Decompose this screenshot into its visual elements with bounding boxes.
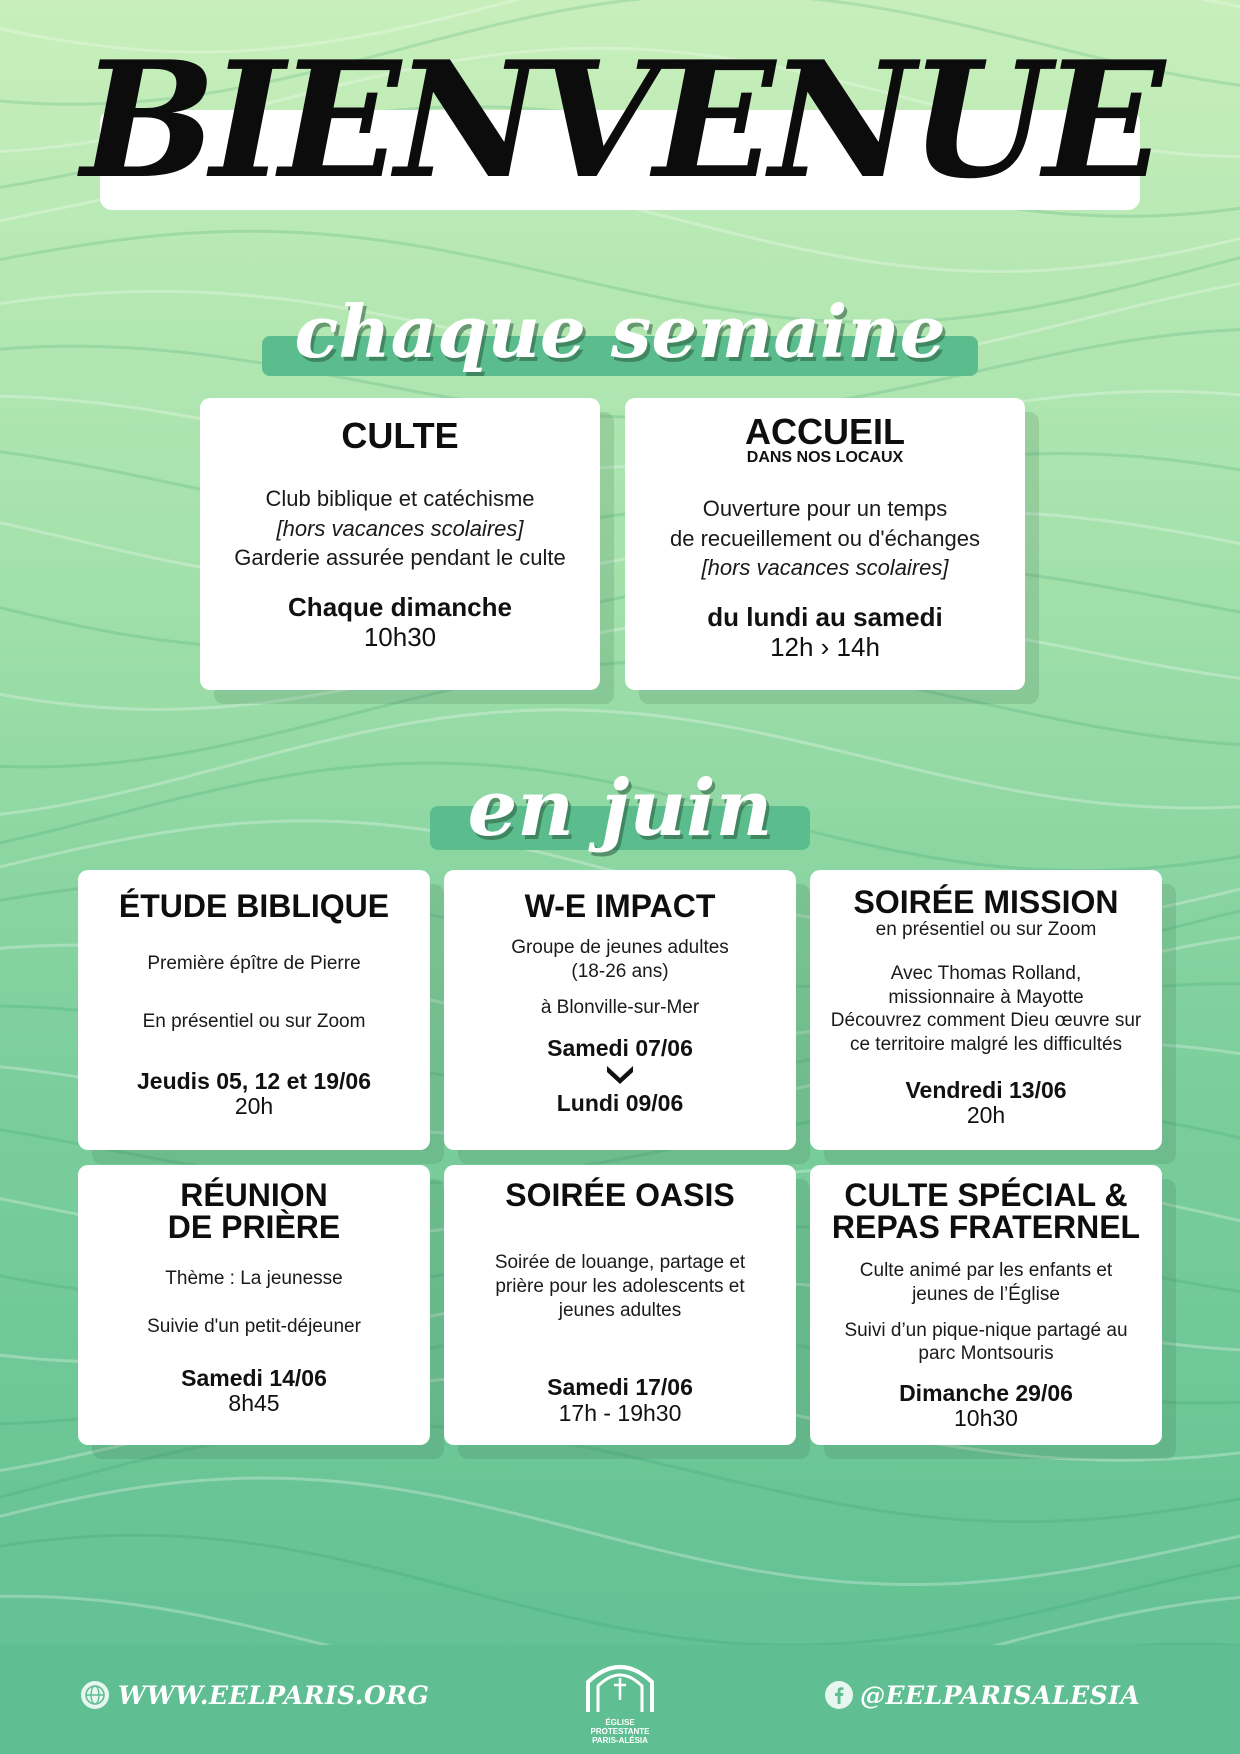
card-oasis-title: SOIRÉE OASIS <box>505 1177 735 1213</box>
card-impact-line2: (18-26 ans) <box>571 960 669 982</box>
card-culte <box>200 398 600 690</box>
card-mission-line2: Avec Thomas Rolland, <box>890 962 1082 984</box>
card-etude-line2: En présentiel ou sur Zoom <box>142 1010 366 1032</box>
card-special-title1: CULTE SPÉCIAL & <box>844 1177 1128 1213</box>
card-culte-line1: Club biblique et catéchisme <box>265 486 535 511</box>
page-title: BIENVENUE <box>80 26 1160 214</box>
card-accueil-line3: [hors vacances scolaires] <box>701 555 949 581</box>
card-priere-line2: Suivie d'un petit-déjeuner <box>147 1315 361 1337</box>
card-special-time: 10h30 <box>954 1405 1018 1432</box>
footer-social[interactable] <box>824 1680 1140 1710</box>
card-etude-biblique <box>78 870 430 1150</box>
june-heading: en juin <box>467 763 773 854</box>
background-wave-line <box>0 391 1240 468</box>
card-oasis-line1: Soirée de louange, partage et <box>494 1252 746 1273</box>
background-wave-line <box>0 512 1240 585</box>
church-arch-icon <box>582 1658 658 1714</box>
card-etude-line1: Première épître de Pierre <box>147 953 361 974</box>
card-culte-time: 10h30 <box>363 621 437 652</box>
card-accueil-when: du lundi au samedi <box>707 602 943 633</box>
card-impact-title: W-E IMPACT <box>524 888 716 924</box>
card-priere-title1: RÉUNION <box>180 1177 328 1213</box>
card-special-line3: Suivi d’un pique-nique partagé au <box>844 1319 1128 1341</box>
card-impact-line1: Groupe de jeunes adultes <box>511 937 729 958</box>
weekly-heading: chaque semaine <box>294 289 946 374</box>
website-link[interactable]: WWW.EELPARIS.ORG <box>118 1680 430 1710</box>
card-mission-line4: Découvrez comment Dieu œuvre sur <box>830 1010 1142 1032</box>
background-wave-line <box>0 661 1240 767</box>
card-accueil-line1: Ouverture pour un temps <box>702 496 948 521</box>
card-mission-when: Vendredi 13/06 <box>905 1076 1067 1103</box>
church-logo <box>573 1658 667 1745</box>
card-soiree-oasis <box>444 1165 796 1445</box>
card-culte-title: CULTE <box>341 415 459 456</box>
background-wave-line <box>0 1535 1240 1645</box>
footer-website[interactable] <box>80 1680 429 1710</box>
card-etude-time: 20h <box>234 1092 274 1119</box>
card-soiree-mission <box>810 870 1162 1150</box>
card-priere-time: 8h45 <box>228 1389 280 1416</box>
card-culte-line2: [hors vacances scolaires] <box>276 515 524 541</box>
social-handle[interactable]: @EELPARISALESIA <box>860 1680 1141 1710</box>
card-special-line1: Culte animé par les enfants et <box>859 1260 1113 1281</box>
card-impact-line3: à Blonville-sur-Mer <box>540 996 700 1018</box>
card-special-line2: jeunes de l’Église <box>912 1283 1060 1305</box>
card-special-line4: parc Montsouris <box>918 1343 1054 1365</box>
card-oasis-line2: prière pour les adolescents et <box>495 1275 745 1297</box>
chevron-down-icon <box>444 1062 796 1090</box>
background-wave-line <box>0 449 1240 524</box>
card-we-impact <box>444 870 796 1150</box>
logo-text-1: ÉGLISE <box>605 1718 635 1727</box>
card-accueil-line2: de recueillement ou d'échanges <box>670 525 980 551</box>
card-mission-line5: ce territoire malgré les difficultés <box>849 1034 1123 1055</box>
card-reunion-priere <box>78 1165 430 1445</box>
card-accueil-title: ACCUEIL <box>745 411 905 452</box>
card-culte-when: Chaque dimanche <box>288 592 512 623</box>
card-accueil-subtitle: DANS NOS LOCAUX <box>746 449 904 466</box>
logo-text-3: PARIS-ALÉSIA <box>592 1735 648 1745</box>
card-etude-title: ÉTUDE BIBLIQUE <box>118 888 390 924</box>
card-accueil-time: 12h › 14h <box>770 631 880 662</box>
card-culte-special <box>810 1165 1162 1445</box>
card-oasis-when: Samedi 17/06 <box>547 1374 693 1401</box>
card-etude-when: Jeudis 05, 12 et 19/06 <box>137 1067 371 1094</box>
background-wave-line <box>0 565 1240 648</box>
card-impact-end: Lundi 09/06 <box>556 1089 684 1116</box>
card-priere-line1: Thème : La jeunesse <box>165 1268 343 1289</box>
card-priere-title2: DE PRIÈRE <box>167 1209 341 1245</box>
card-culte-line3: Garderie assurée pendant le culte <box>234 545 566 571</box>
background-wave-line <box>0 1478 1240 1585</box>
card-mission-line1: en présentiel ou sur Zoom <box>875 919 1097 940</box>
card-priere-when: Samedi 14/06 <box>181 1364 327 1391</box>
card-oasis-line3: jeunes adultes <box>558 1299 682 1321</box>
card-mission-line3: missionnaire à Mayotte <box>888 986 1084 1008</box>
card-special-title2: REPAS FRATERNEL <box>831 1209 1141 1245</box>
card-impact-start: Samedi 07/06 <box>547 1035 693 1062</box>
card-oasis-time: 17h - 19h30 <box>558 1399 682 1426</box>
card-mission-title: SOIRÉE MISSION <box>853 884 1119 920</box>
card-accueil <box>625 398 1025 690</box>
logo-text-2: PROTESTANTE <box>590 1726 650 1736</box>
facebook-icon <box>824 1680 854 1710</box>
card-special-when: Dimanche 29/06 <box>899 1380 1073 1406</box>
globe-icon <box>80 1680 110 1710</box>
card-mission-time: 20h <box>966 1102 1006 1129</box>
